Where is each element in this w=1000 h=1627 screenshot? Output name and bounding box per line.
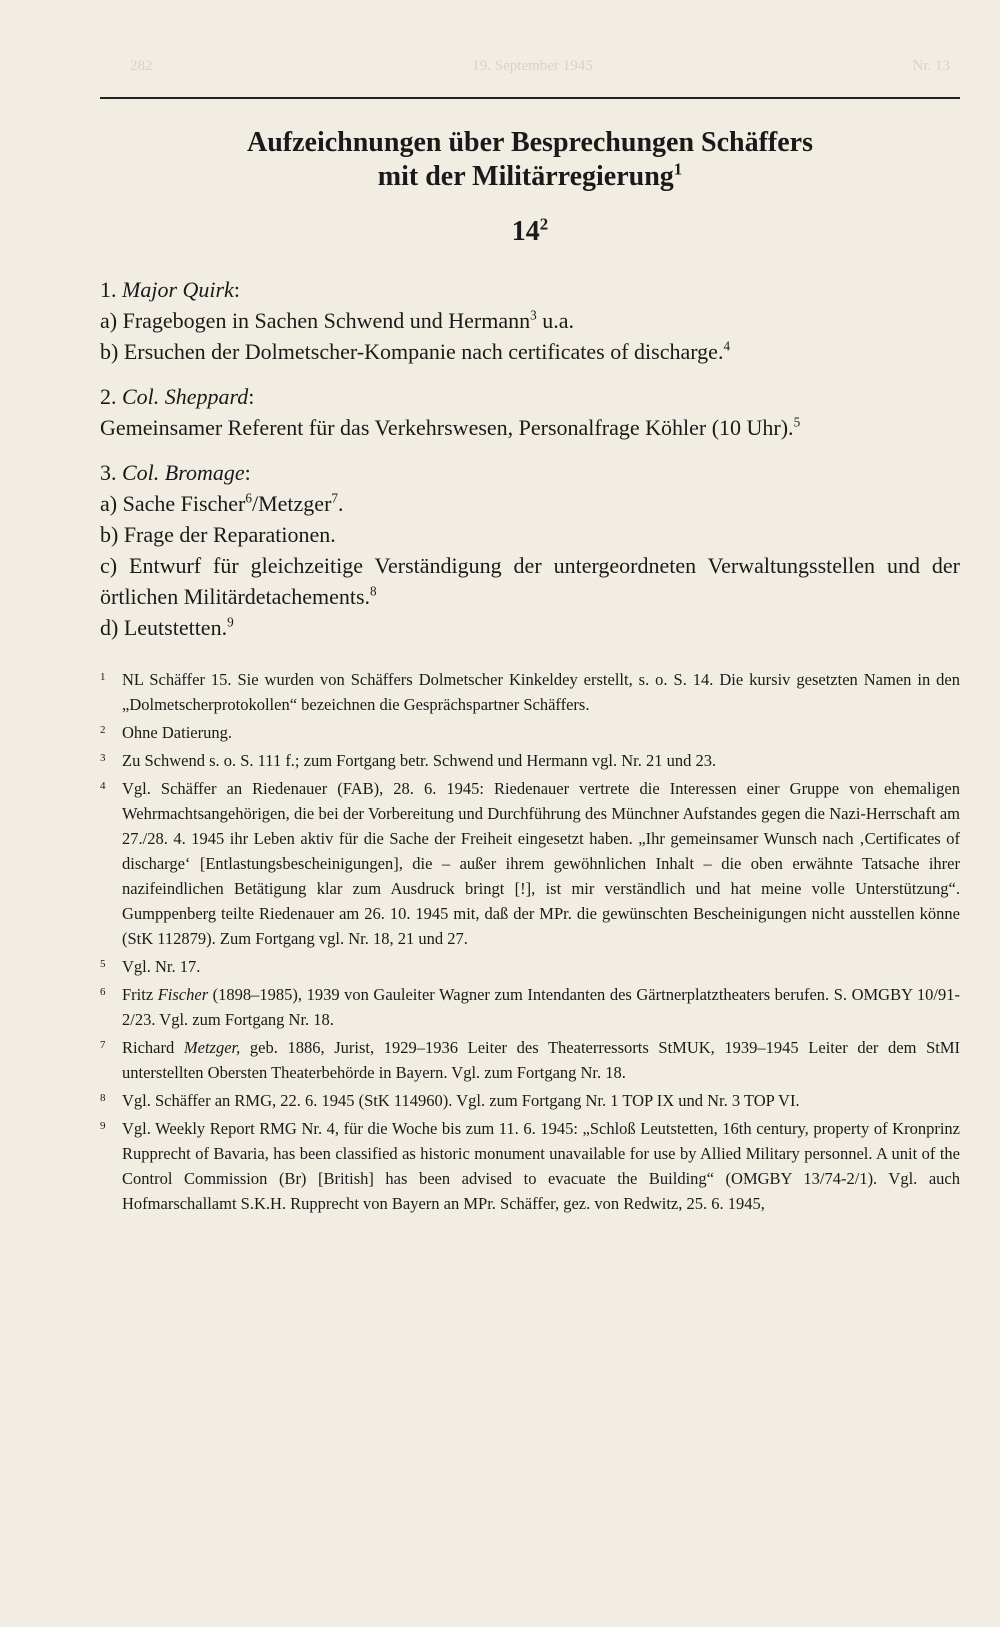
section-3-person: Col. Bromage (122, 460, 245, 485)
footnote-text: Vgl. Nr. 17. (122, 957, 201, 976)
section-2-person: Col. Sheppard (122, 384, 249, 409)
section-1-heading: 1. Major Quirk: (100, 277, 240, 302)
footnote (100, 1035, 960, 1085)
agenda (100, 274, 960, 643)
footnote (100, 748, 960, 773)
footnote (100, 1088, 960, 1113)
section-3-item-d: d) Leutstetten.$^9$ (100, 614, 234, 640)
person-name: Fischer (157, 985, 209, 1004)
footnote-text: Fritz Fischer (1898–1985), 1939 von Gauleiter Wagner zum Intendanten des Gärtnerplatztheaters berufen. S. OMGBY 10/91-2/23. Vgl. zum Fortgang Nr. 18. (122, 985, 961, 1029)
section-1-item-a: a) Fragebogen in Sachen Schwend und Hermann$^3$ u.a. (100, 307, 574, 333)
title-line-2: mit der Militärregierung (377, 161, 674, 192)
person-name: Metzger, (183, 1038, 241, 1057)
title-footnote-ref[interactable]: 1 (673, 159, 683, 179)
document-body (100, 126, 960, 1216)
footnote-number: 5 (100, 958, 106, 970)
ghost-page-number: 282 (130, 58, 153, 74)
agenda-section-1 (100, 274, 960, 367)
footnote-ref[interactable]: 6 (245, 490, 252, 506)
footnote (100, 667, 960, 717)
footnote-text: Vgl. Schäffer an Riedenauer (FAB), 28. 6. 1945: Riedenauer vertrete die Interessen einer Gruppe von ehemaligen Wehrmachtsangehörigen, die bei der Vorbereitung und Durchführung des Münchner Aufstandes gegen die Nazi-Herrschaft am 27./28. 4. 1945 ihr Leben aktiv für die Sache der Freiheit eingesetzt haben. „Ihr gemeinsamer Wunsch nach ‚Certificates of discharge‘ [Entlastungsbescheinigungen], die – außer ihrem gewöhnlichen Inhalt – die oben erwähnte Tatsache ihrer nazifeindlichen Betätigung klar zum Ausdruck bringt [!], ist mir verständlich und hat meine volle Unterstützung“. Gumppenberg teilte Riedenauer am 26. 10. 1945 mit, daß der MPr. die gewünschten Bescheinigungen nicht ausstellen könne (StK 112879). Zum Fortgang vgl. Nr. 18, 21 und 27. (122, 779, 960, 948)
footnote (100, 954, 960, 979)
title-line-1: Aufzeichnungen über Besprechungen Schäffers (246, 127, 813, 158)
section-3-item-c: c) Entwurf für gleichzeitige Verständigung der untergeordneten Verwaltungsstellen und der örtlichen Militärdetachements.$^8$ (100, 553, 960, 609)
footnote-ref[interactable]: 5 (793, 414, 801, 430)
header-rule (100, 97, 960, 99)
section-1-item-b: b) Ersuchen der Dolmetscher-Kompanie nach certificates of discharge.$^4$ (100, 338, 731, 364)
document-title (100, 126, 960, 194)
footnote (100, 982, 960, 1032)
footnote-ref[interactable]: 8 (370, 583, 377, 599)
section-3-item-a: a) Sache Fischer$^6$/Metzger$^7$. (100, 490, 344, 516)
footnote-text: Vgl. Weekly Report RMG Nr. 4, für die Woche bis zum 11. 6. 1945: „Schloß Leutstetten, 16th century, property of Kronprinz Rupprecht of Bavaria, has been classified as historic monument unavailable for use by Allied Military personnel. A unit of the Control Commission (Br) [British] has been advised to evacuate the Building“ (OMGBY 13/74-2/1). Vgl. auch Hofmarschallamt S.K.H. Rupprecht von Bayern an MPr. Schäffer, gez. von Redwitz, 25. 6. 1945, (122, 1119, 960, 1213)
footnote (100, 776, 960, 951)
footnote (100, 1116, 960, 1216)
footnote-number: 1 (100, 671, 106, 683)
agenda-section-3 (100, 457, 960, 643)
footnote-ref[interactable]: 3 (530, 307, 537, 323)
footnote-number: 4 (100, 780, 106, 792)
footnote (100, 720, 960, 745)
footnote-ref[interactable]: 9 (227, 614, 234, 630)
document-number (100, 216, 960, 248)
ghost-date: 19. September 1945 (472, 58, 593, 74)
ghost-doc-number: Nr. 13 (912, 58, 950, 74)
agenda-section-2 (100, 381, 960, 443)
section-3-heading: 3. Col. Bromage: (100, 460, 251, 485)
footnote-text: Vgl. Schäffer an RMG, 22. 6. 1945 (StK 114960). Vgl. zum Fortgang Nr. 1 TOP IX und Nr. 3 TOP VI. (122, 1091, 800, 1110)
section-1-person: Major Quirk (122, 277, 234, 302)
document-number-value: 14 (511, 216, 540, 247)
footnote-number: 2 (100, 724, 106, 736)
footnote-text: Ohne Datierung. (122, 723, 232, 742)
footnote-text: Richard Metzger, geb. 1886, Jurist, 1929–1936 Leiter des Theaterressorts StMUK, 1939–1945 Leiter der dem StMI unterstellten Obersten Theaterbehörde in Bayern. Vgl. zum Fortgang Nr. 18. (122, 1038, 960, 1082)
section-3-item-b: b) Frage der Reparationen. (100, 522, 336, 547)
footnote-text: Zu Schwend s. o. S. 111 f.; zum Fortgang betr. Schwend und Hermann vgl. Nr. 21 und 23. (122, 751, 717, 770)
footnote-number: 3 (100, 752, 106, 764)
footnote-number: 8 (100, 1092, 106, 1104)
footnote-text: NL Schäffer 15. Sie wurden von Schäffers Dolmetscher Kinkeldey erstellt, s. o. S. 14. Die kursiv gesetzten Namen in den „Dolmetscherprotokollen“ bezeichnen die Gesprächspartner Schäffers. (122, 670, 960, 714)
footnote-ref[interactable]: 7 (331, 490, 338, 506)
footnote-number: 7 (100, 1039, 106, 1051)
footnotes (100, 667, 960, 1216)
footnote-number: 9 (100, 1120, 106, 1132)
show-through-header (130, 58, 950, 75)
document-number-footnote-ref[interactable]: 2 (539, 214, 549, 234)
footnote-number: 6 (100, 986, 106, 998)
section-2-text: Gemeinsamer Referent für das Verkehrswesen, Personalfrage Köhler (10 Uhr).$^5$ (100, 414, 801, 440)
footnote-ref[interactable]: 4 (723, 338, 731, 354)
section-2-heading: 2. Col. Sheppard: (100, 384, 255, 409)
